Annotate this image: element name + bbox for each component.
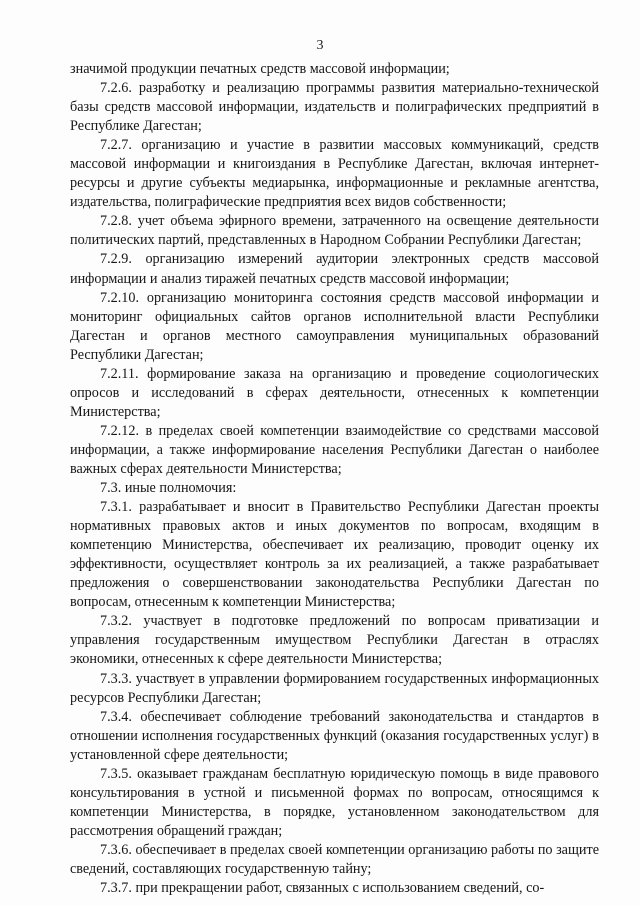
paragraph-7-3-1: 7.3.1. разрабатывает и вносит в Правительство Республики Дагестан проекты нормативных правовых актов и иных документов по вопросам, входящим в компетенцию Министерства, обеспечивает их реализацию, проводит оценку их эффективности, осуществляет контроль за их реализацией, а также разрабатывает предложения о совершенствовании законодательства Республики Дагестан по вопросам, отнесенным к компетенции Министерства; xyxy=(70,499,599,611)
paragraph-7-2-6: 7.2.6. разработку и реализацию программы развития материально-технической базы средств массовой информации, издательств и полиграфических предприятий в Республике Дагестан; xyxy=(70,80,599,135)
paragraph-7-2-8: 7.2.8. учет объема эфирного времени, затраченного на освещение деятельности политических партий, представленных в Народном Собрании Республики Дагестан; xyxy=(70,213,599,249)
paragraph-7-2-11: 7.2.11. формирование заказа на организацию и проведение социологических опросов и исследований в сферах деятельности, отнесенных к компетенции Министерства; xyxy=(70,365,599,420)
paragraph-7-3: 7.3. иные полномочия: xyxy=(100,480,237,497)
paragraph-7-3-6: 7.3.6. обеспечивает в пределах своей компетенции организацию работы по защите сведений, составляющих государственную тайну; xyxy=(70,841,599,877)
document-body xyxy=(70,60,599,898)
paragraph-7-3-5: 7.3.5. оказывает гражданам бесплатную юридическую помощь в виде правового консультирования в устной и письменной формах по вопросам, относящимся к компетенции Министерства, в порядке, установленном законодательством для рассмотрения обращений граждан; xyxy=(70,765,599,839)
paragraph-continuation: значимой продукции печатных средств массовой информации; xyxy=(70,61,450,77)
paragraph-7-2-7: 7.2.7. организацию и участие в развитии массовых коммуникаций, средств массовой информации и книгоиздания в Республике Дагестан, включая интернет-ресурсы и другие субъекты медиарынка, информационные и рекламные агентства, издательства, полиграфические предприятия всех видов собственности; xyxy=(70,137,599,211)
paragraph-7-2-9: 7.2.9. организацию измерений аудитории электронных средств массовой информации и анализ тиражей печатных средств массовой информации; xyxy=(70,251,599,287)
paragraph-7-2-10: 7.2.10. организацию мониторинга состояния средств массовой информации и мониторинг официальных сайтов органов исполнительной власти Республики Дагестан и органов местного самоуправления муниципальных образований Республики Дагестан; xyxy=(70,289,599,363)
paragraph-7-3-2: 7.3.2. участвует в подготовке предложений по вопросам приватизации и управления государственным имуществом Республики Дагестан в отраслях экономики, отнесенных к сфере деятельности Министерства; xyxy=(70,613,599,668)
page-number: 3 xyxy=(316,38,324,53)
paragraph-7-3-3: 7.3.3. участвует в управлении формированием государственных информационных ресурсов Республики Дагестан; xyxy=(70,670,599,706)
paragraph-7-2-12: 7.2.12. в пределах своей компетенции взаимодействие со средствами массовой информации, а также информирование населения Республики Дагестан о наиболее важных сферах деятельности Министерства; xyxy=(70,422,599,477)
paragraph-7-3-7: 7.3.7. при прекращении работ, связанных с использованием сведений, со- xyxy=(100,880,545,897)
paragraph-7-3-4: 7.3.4. обеспечивает соблюдение требований законодательства и стандартов в отношении исполнения государственных функций (оказания государственных услуг) в установленной сфере деятельности; xyxy=(70,708,599,763)
